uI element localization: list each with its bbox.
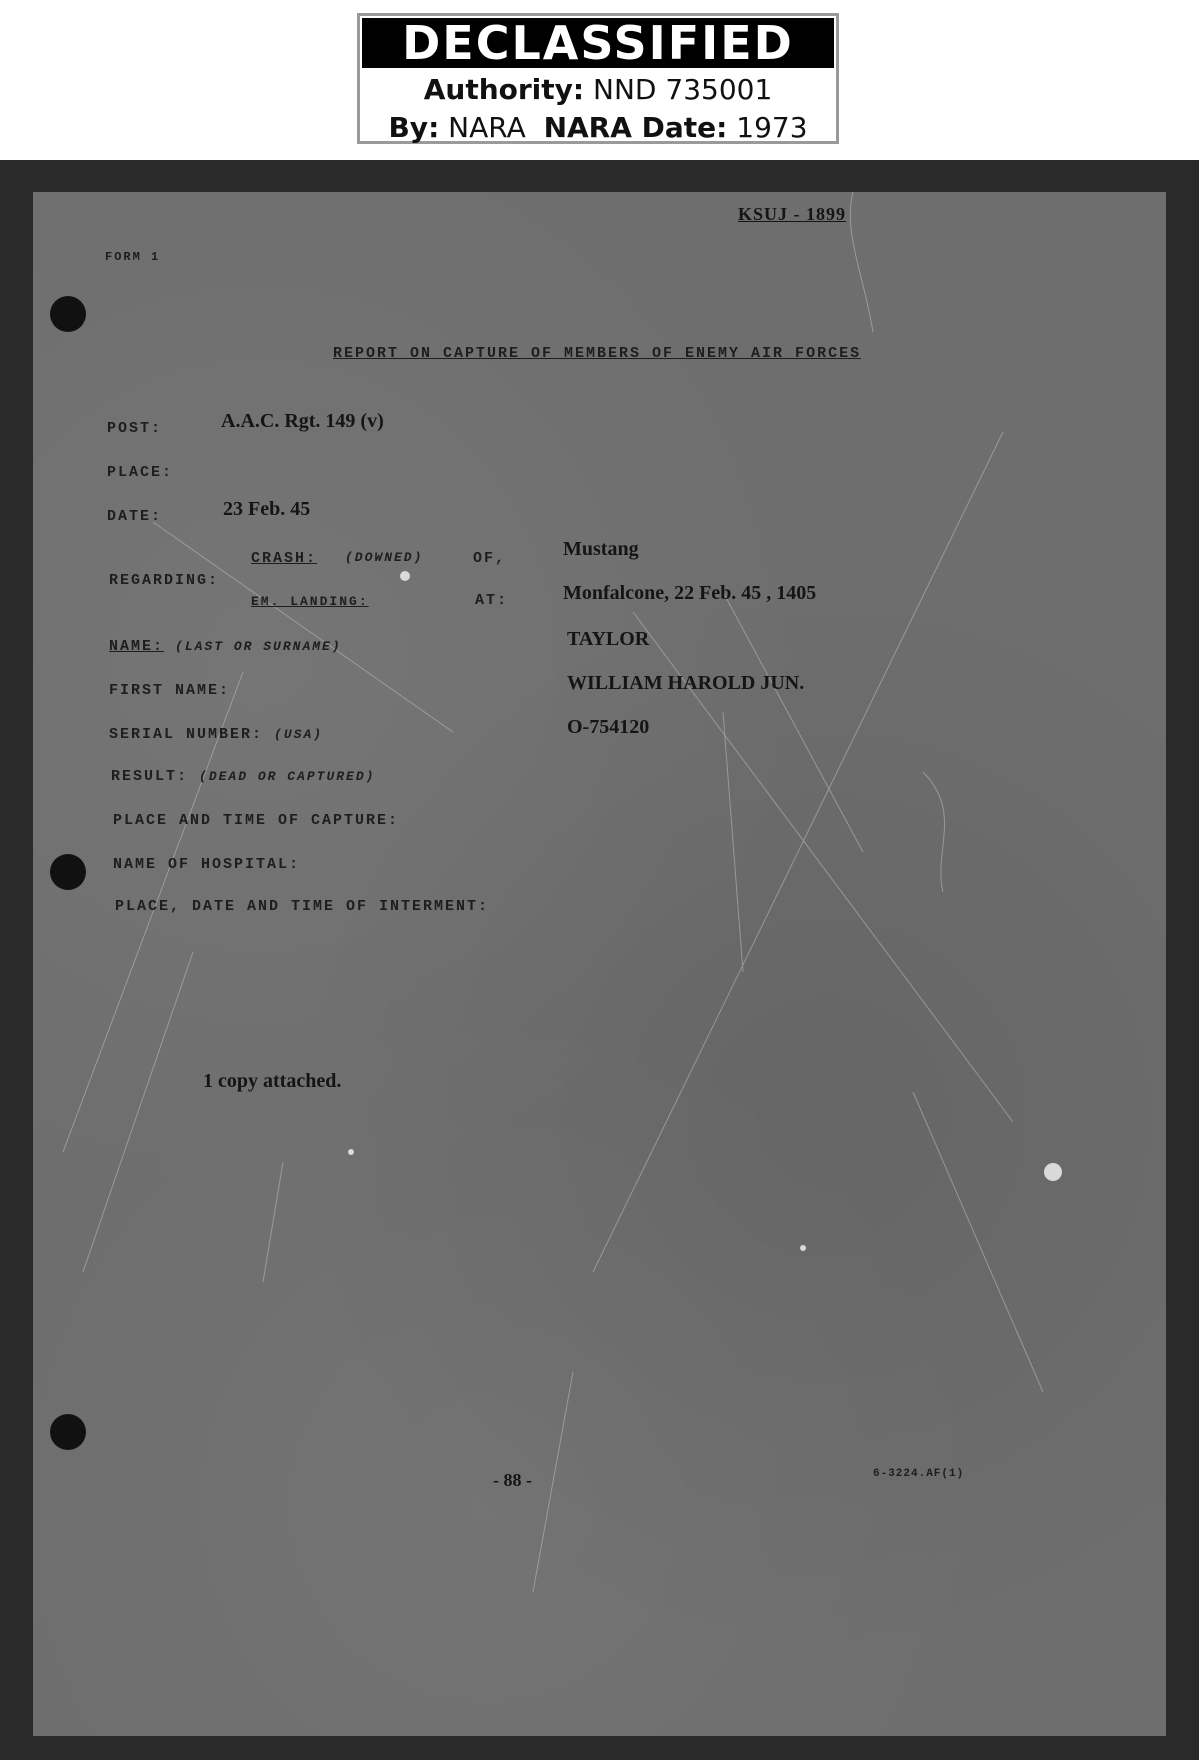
of-label: OF, [473, 550, 507, 567]
by-value: NARA [448, 111, 526, 144]
first-name-label: FIRST NAME: [109, 682, 231, 699]
interment-label: PLACE, DATE AND TIME OF INTERMENT: [115, 898, 490, 915]
serial-label [109, 726, 323, 743]
file-number: KSUJ - 1899 [738, 204, 847, 224]
crash-label: CRASH: [251, 550, 318, 567]
capture-label: PLACE AND TIME OF CAPTURE: [113, 812, 400, 829]
location-value: Monfalcone, 22 Feb. 45 , 1405 [563, 582, 817, 604]
regarding-label: REGARDING: [109, 572, 220, 589]
stamp-authority-line [360, 73, 836, 106]
post-value: A.A.C. Rgt. 149 (v) [221, 410, 384, 432]
date-value: 23 Feb. 45 [223, 498, 311, 520]
post-label: POST: [107, 420, 163, 437]
first-name-value: WILLIAM HAROLD JUN. [567, 672, 805, 694]
name-hint: (LAST OR SURNAME) [175, 639, 342, 654]
page-number: - 88 - [493, 1470, 532, 1490]
form-code: 6-3224.AF(1) [873, 1468, 965, 1480]
place-label: PLACE: [107, 464, 174, 481]
name-label [109, 638, 342, 655]
authority-label: Authority: [423, 73, 585, 106]
em-landing-label: EM. LANDING: [251, 594, 369, 609]
binder-hole-top [50, 296, 86, 332]
result-hint: (DEAD OR CAPTURED) [199, 769, 376, 784]
aircraft-value: Mustang [563, 538, 639, 560]
attachment-note: 1 copy attached. [203, 1070, 342, 1092]
binder-hole-bottom [50, 1414, 86, 1450]
stamp-by-line [360, 111, 836, 144]
downed-label: (DOWNED) [345, 550, 424, 565]
serial-label-text: SERIAL NUMBER: [109, 726, 264, 743]
date-label: DATE: [107, 508, 163, 525]
report-title: REPORT ON CAPTURE OF MEMBERS OF ENEMY AIR FORCES [333, 345, 862, 362]
paper-sheet [33, 192, 1166, 1736]
form-label: FORM 1 [105, 250, 161, 264]
nara-date-label: NARA Date: [543, 111, 728, 144]
result-label-text: RESULT: [111, 768, 189, 785]
scanned-document [0, 160, 1199, 1760]
by-label: By: [388, 111, 440, 144]
scratch-overlay [33, 192, 1166, 1736]
authority-value: NND 735001 [593, 73, 773, 106]
declassified-stamp [357, 13, 839, 144]
name-label-text: NAME: [109, 638, 165, 655]
binder-hole-middle [50, 854, 86, 890]
hospital-label: NAME OF HOSPITAL: [113, 856, 301, 873]
stamp-title: DECLASSIFIED [362, 18, 834, 68]
result-label [111, 768, 375, 785]
serial-hint: (USA) [274, 727, 324, 742]
at-label: AT: [475, 592, 509, 609]
serial-value: O-754120 [567, 716, 650, 738]
nara-date-value: 1973 [736, 111, 808, 144]
surname-value: TAYLOR [567, 628, 650, 650]
